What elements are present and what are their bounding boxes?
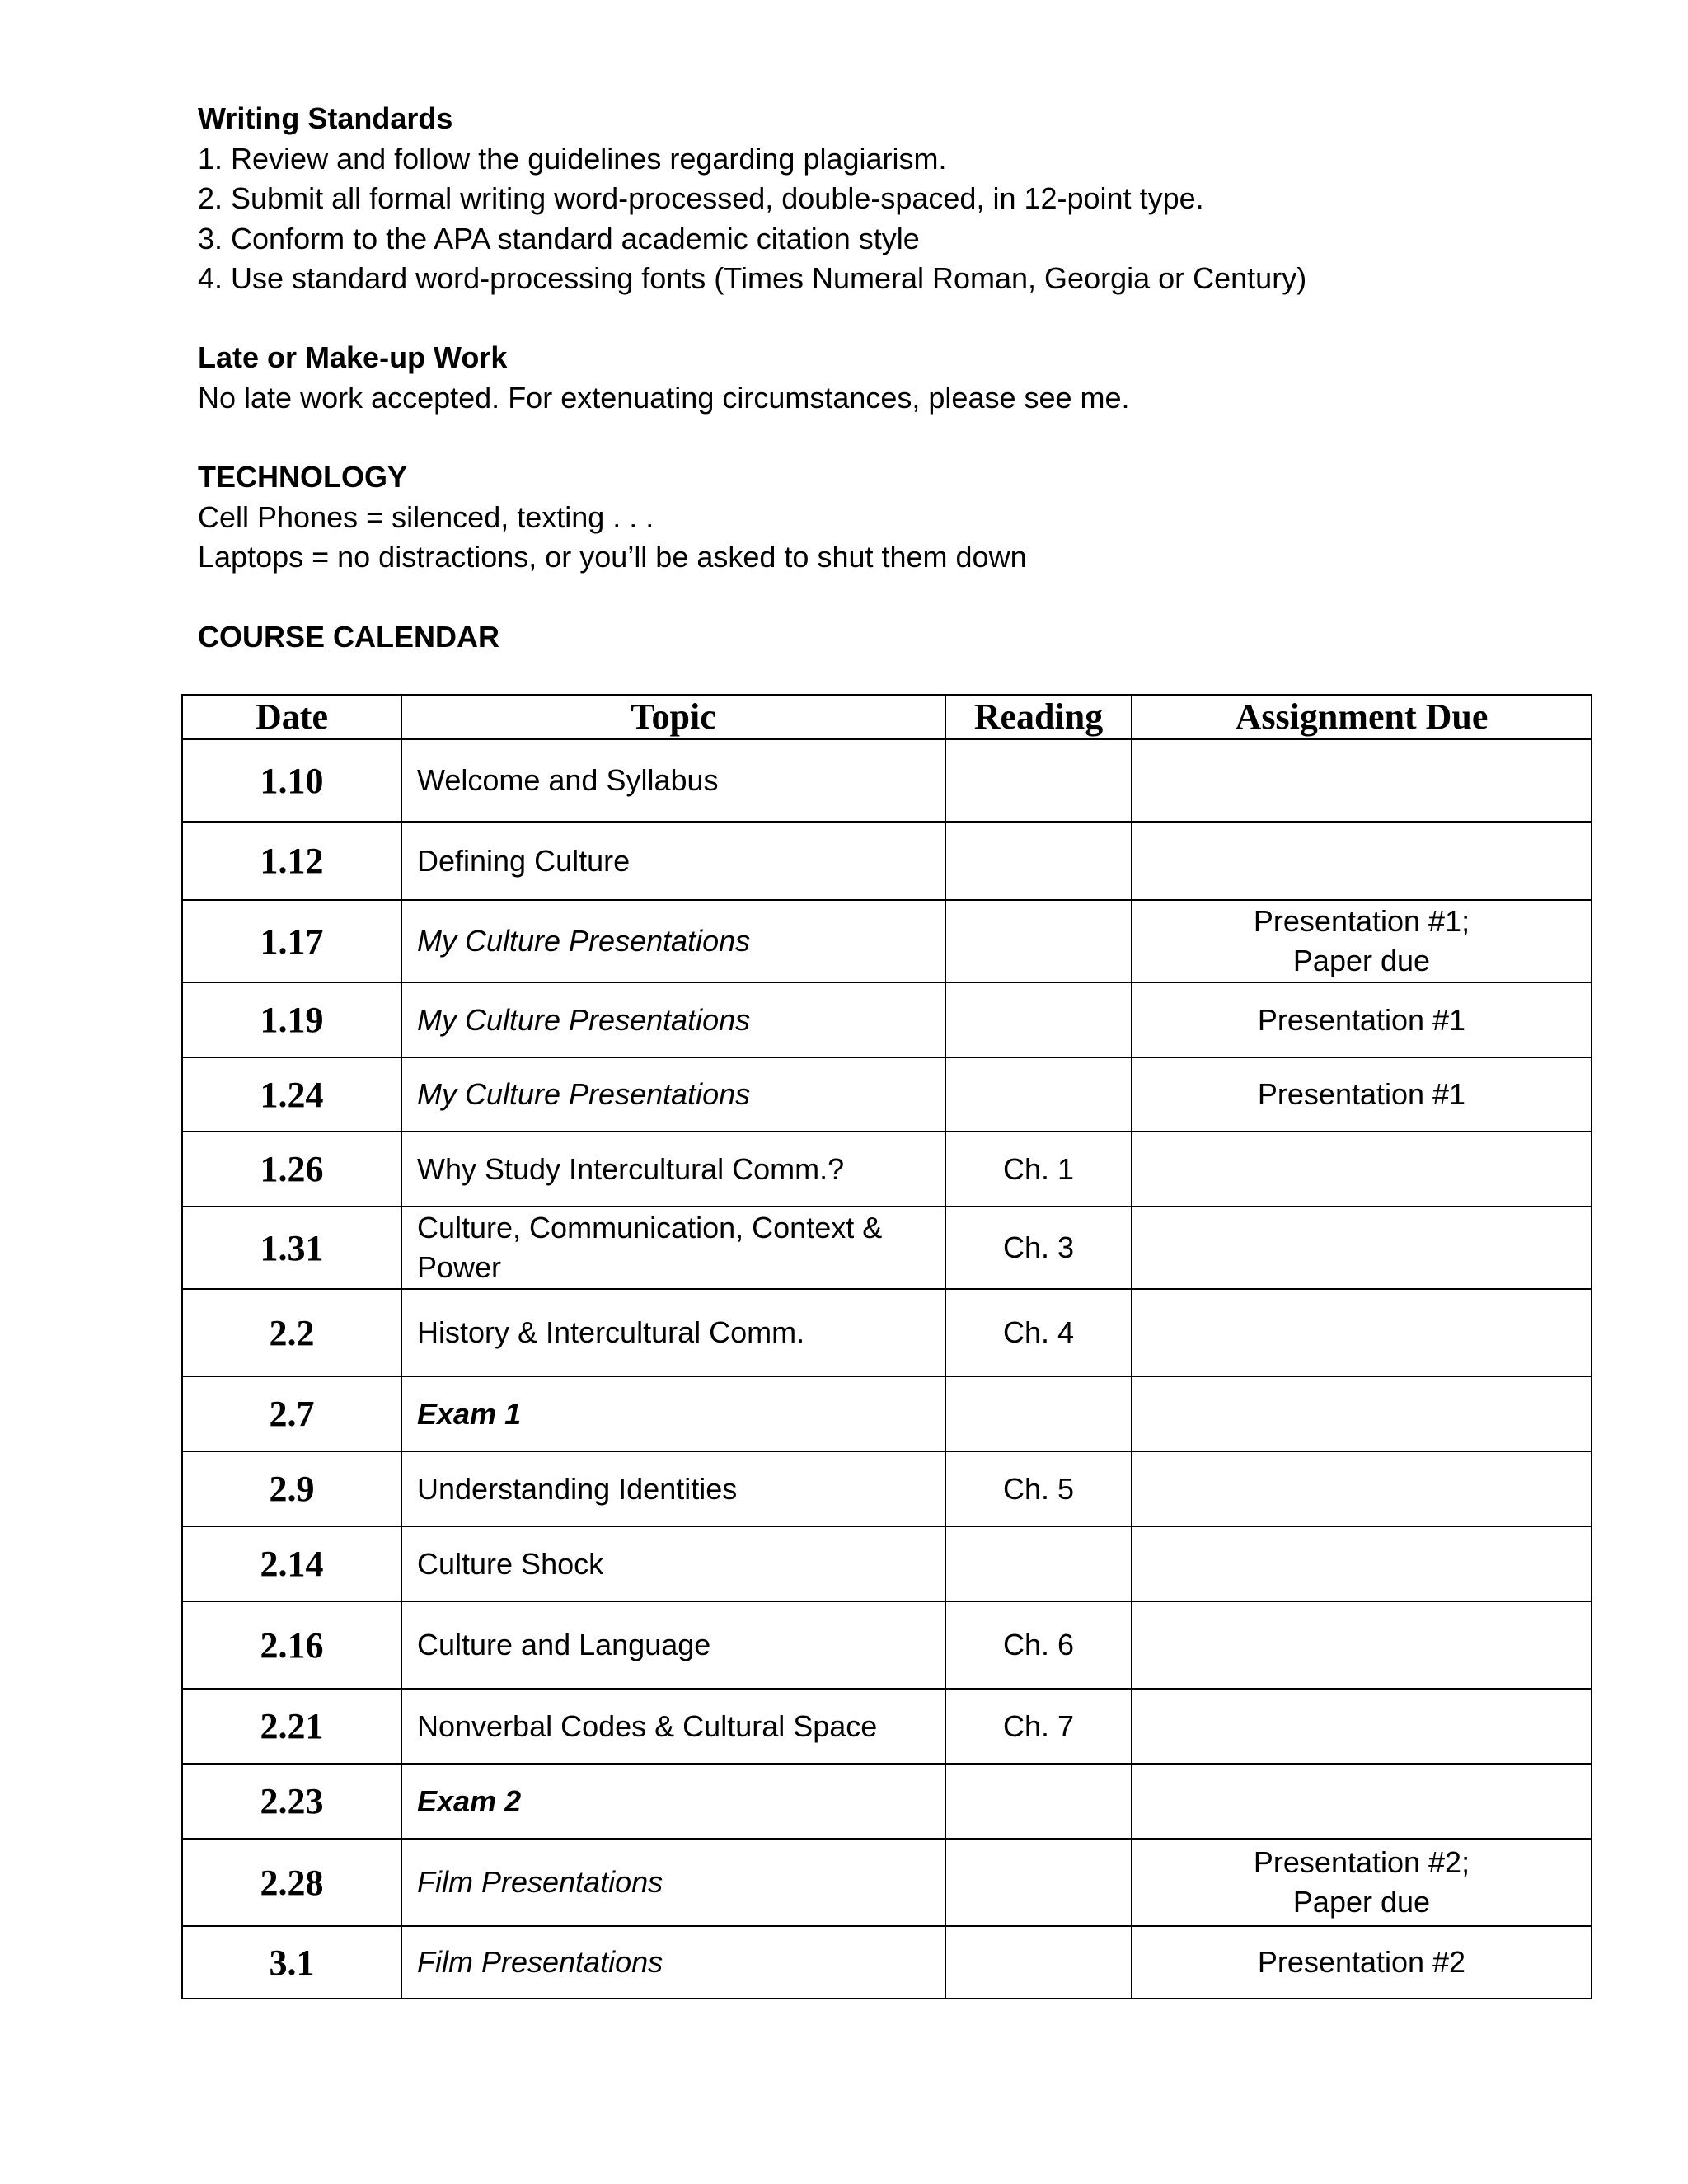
reading-cell — [945, 1526, 1132, 1601]
assignment-line: Presentation #1 — [1257, 1002, 1466, 1037]
topic-cell: Exam 1 — [401, 1376, 945, 1451]
date-cell: 1.10 — [182, 739, 401, 822]
date-cell: 2.14 — [182, 1526, 401, 1601]
assignment-line: Presentation #1; — [1253, 904, 1470, 938]
table-row — [182, 1689, 1592, 1764]
assignment-line: Paper due — [1292, 944, 1431, 977]
writing-standards-section — [198, 99, 1306, 299]
reading-cell — [945, 1926, 1132, 1999]
late-work-section — [198, 338, 1130, 418]
assignment-line: Presentation #2; — [1253, 1845, 1470, 1879]
topic-cell: Welcome and Syllabus — [401, 739, 945, 822]
table-row — [182, 1289, 1592, 1376]
late-work-text: No late work accepted. For extenuating circumstances, please see me. — [198, 380, 1130, 415]
table-row — [182, 1764, 1592, 1839]
course-calendar-table — [181, 694, 1592, 1999]
topic-cell: Culture and Language — [401, 1601, 945, 1689]
assignment-cell — [1132, 1601, 1592, 1689]
technology-heading: TECHNOLOGY — [198, 460, 408, 494]
column-header-assignment: Assignment Due — [1132, 695, 1592, 739]
reading-cell: Ch. 5 — [945, 1451, 1132, 1526]
topic-cell: Exam 2 — [401, 1764, 945, 1839]
column-header-topic: Topic — [401, 695, 945, 739]
assignment-line: Presentation #1 — [1257, 1077, 1466, 1111]
assignment-cell — [1132, 1057, 1592, 1132]
assignment-cell — [1132, 1689, 1592, 1764]
table-row — [182, 1526, 1592, 1601]
assignment-cell — [1132, 1207, 1592, 1289]
date-cell: 2.9 — [182, 1451, 401, 1526]
writing-standard-item: 2. Submit all formal writing word-processed, double-spaced, in 12-point type. — [198, 181, 1204, 215]
assignment-line: Presentation #2 — [1257, 1945, 1466, 1979]
topic-cell: Understanding Identities — [401, 1451, 945, 1526]
date-cell: 1.17 — [182, 900, 401, 982]
reading-cell — [945, 822, 1132, 900]
reading-cell: Ch. 6 — [945, 1601, 1132, 1689]
column-header-date: Date — [182, 695, 401, 739]
reading-cell — [945, 1764, 1132, 1839]
assignment-cell — [1132, 822, 1592, 900]
reading-cell: Ch. 7 — [945, 1689, 1132, 1764]
topic-cell: Film Presentations — [401, 1839, 945, 1926]
assignment-cell — [1132, 1289, 1592, 1376]
reading-cell: Ch. 3 — [945, 1207, 1132, 1289]
topic-cell: My Culture Presentations — [401, 1057, 945, 1132]
table-row — [182, 739, 1592, 822]
topic-cell: Culture Shock — [401, 1526, 945, 1601]
table-row — [182, 1926, 1592, 1999]
date-cell: 2.2 — [182, 1289, 401, 1376]
assignment-cell — [1132, 1451, 1592, 1526]
date-cell: 1.26 — [182, 1132, 401, 1207]
topic-cell: Defining Culture — [401, 822, 945, 900]
assignment-cell — [1132, 739, 1592, 822]
table-row — [182, 1451, 1592, 1526]
table-row — [182, 1207, 1592, 1289]
topic-cell: Why Study Intercultural Comm.? — [401, 1132, 945, 1207]
assignment-cell — [1132, 982, 1592, 1057]
assignment-line: Paper due — [1292, 1885, 1431, 1919]
table-row — [182, 1132, 1592, 1207]
date-cell: 2.23 — [182, 1764, 401, 1839]
writing-standard-item: 4. Use standard word-processing fonts (Times Numeral Roman, Georgia or Century) — [198, 261, 1307, 295]
assignment-cell — [1132, 1764, 1592, 1839]
writing-standard-item: 3. Conform to the APA standard academic citation style — [198, 221, 920, 255]
topic-cell: Culture, Communication, Context & Power — [401, 1207, 945, 1289]
topic-cell: Nonverbal Codes & Cultural Space — [401, 1689, 945, 1764]
date-cell: 1.19 — [182, 982, 401, 1057]
reading-cell — [945, 1839, 1132, 1926]
table-row — [182, 1839, 1592, 1926]
reading-cell — [945, 739, 1132, 822]
date-cell: 1.12 — [182, 822, 401, 900]
table-row — [182, 1057, 1592, 1132]
assignment-cell — [1132, 1926, 1592, 1999]
technology-line: Laptops = no distractions, or you’ll be asked to shut them down — [198, 540, 1027, 574]
date-cell: 1.24 — [182, 1057, 401, 1132]
assignment-cell — [1132, 1376, 1592, 1451]
calendar-body — [182, 739, 1592, 1999]
date-cell: 2.21 — [182, 1689, 401, 1764]
table-row — [182, 982, 1592, 1057]
reading-cell — [945, 1057, 1132, 1132]
date-cell: 1.31 — [182, 1207, 401, 1289]
reading-cell: Ch. 1 — [945, 1132, 1132, 1207]
course-calendar-heading: COURSE CALENDAR — [198, 620, 500, 654]
reading-cell — [945, 982, 1132, 1057]
technology-line: Cell Phones = silenced, texting . . . — [198, 499, 654, 534]
table-header-row — [182, 695, 1592, 739]
technology-section — [198, 457, 1027, 578]
reading-cell — [945, 1376, 1132, 1451]
table-row — [182, 1376, 1592, 1451]
assignment-cell — [1132, 1526, 1592, 1601]
topic-cell: My Culture Presentations — [401, 982, 945, 1057]
topic-cell: My Culture Presentations — [401, 900, 945, 982]
writing-standards-heading: Writing Standards — [198, 101, 453, 135]
column-header-reading: Reading — [945, 695, 1132, 739]
topic-cell: Film Presentations — [401, 1926, 945, 1999]
writing-standard-item: 1. Review and follow the guidelines regarding plagiarism. — [198, 141, 947, 176]
late-work-heading: Late or Make-up Work — [198, 340, 508, 374]
date-cell: 2.28 — [182, 1839, 401, 1926]
date-cell: 2.7 — [182, 1376, 401, 1451]
date-cell: 2.16 — [182, 1601, 401, 1689]
reading-cell — [945, 900, 1132, 982]
reading-cell: Ch. 4 — [945, 1289, 1132, 1376]
table-row — [182, 900, 1592, 982]
assignment-cell — [1132, 900, 1592, 982]
course-calendar-section — [198, 617, 499, 658]
assignment-cell — [1132, 1132, 1592, 1207]
date-cell: 3.1 — [182, 1926, 401, 1999]
assignment-cell — [1132, 1839, 1592, 1926]
table-row — [182, 1601, 1592, 1689]
topic-cell: History & Intercultural Comm. — [401, 1289, 945, 1376]
table-row — [182, 822, 1592, 900]
